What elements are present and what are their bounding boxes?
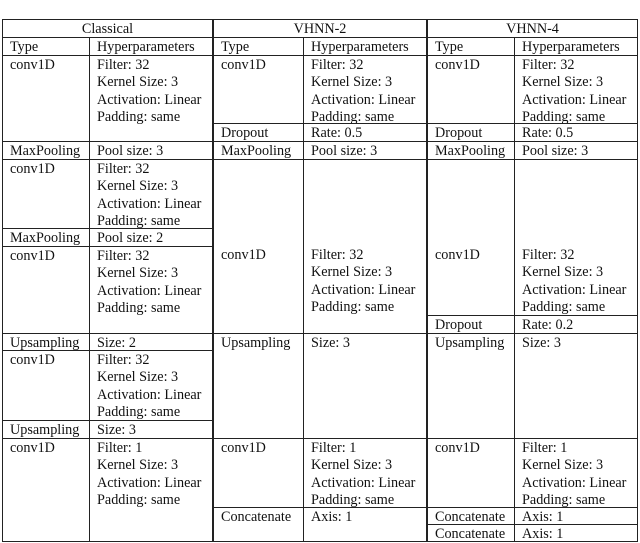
layer-type: MaxPooling <box>2 141 90 160</box>
layer-type: MaxPooling <box>427 141 515 160</box>
layer-params: Axis: 1 <box>514 507 638 525</box>
layer-type: Upsampling <box>213 333 304 439</box>
col-header-params: Hyperparameters <box>303 37 427 56</box>
layer-type: MaxPooling <box>2 228 90 247</box>
layer-params: Size: 2 <box>89 333 213 351</box>
layer-params: Filter: 32 Kernel Size: 3 Activation: Linear Padding: same <box>89 246 213 334</box>
layer-type: conv1D <box>213 55 304 124</box>
layer-params: Filter: 1 Kernel Size: 3 Activation: Linear Padding: same <box>89 438 213 542</box>
col-header-type: Type <box>213 37 304 56</box>
layer-type: Dropout <box>427 315 515 334</box>
layer-params: Filter: 32 Kernel Size: 3 Activation: Linear Padding: same <box>514 159 638 316</box>
layer-type: Concatenate <box>427 507 515 525</box>
layer-params: Pool size: 3 <box>514 141 638 160</box>
layer-type: conv1D <box>427 55 515 124</box>
layer-params: Size: 3 <box>303 333 427 439</box>
col-header-params: Hyperparameters <box>514 37 638 56</box>
layer-params: Rate: 0.5 <box>303 123 427 142</box>
layer-type: conv1D <box>2 438 90 542</box>
layer-params: Pool size: 3 <box>303 141 427 160</box>
col-header-type: Type <box>427 37 515 56</box>
layer-params: Filter: 32 Kernel Size: 3 Activation: Linear Padding: same <box>89 159 213 229</box>
layer-params: Filter: 1 Kernel Size: 3 Activation: Linear Padding: same <box>514 438 638 508</box>
layer-type: Concatenate <box>427 524 515 542</box>
layer-type: Upsampling <box>427 333 515 439</box>
col-header-type: Type <box>2 37 90 56</box>
layer-type: Upsampling <box>2 420 90 439</box>
layer-params: Axis: 1 <box>303 507 427 542</box>
layer-type: conv1D <box>213 438 304 508</box>
group-header-vhnn4: VHNN-4 <box>427 19 638 38</box>
layer-params: Filter: 32 Kernel Size: 3 Activation: Linear Padding: same <box>514 55 638 124</box>
layer-params: Size: 3 <box>89 420 213 439</box>
layer-type: conv1D <box>2 246 90 334</box>
layer-params: Rate: 0.5 <box>514 123 638 142</box>
layer-params: Axis: 1 <box>514 524 638 542</box>
layer-params: Filter: 32 Kernel Size: 3 Activation: Linear Padding: same <box>89 350 213 421</box>
layer-params: Filter: 32 Kernel Size: 3 Activation: Linear Padding: same <box>89 55 213 142</box>
layer-params: Size: 3 <box>514 333 638 439</box>
layer-params: Rate: 0.2 <box>514 315 638 334</box>
layer-type: conv1D <box>2 159 90 229</box>
layer-type: Dropout <box>213 123 304 142</box>
layer-type: conv1D <box>2 350 90 421</box>
group-header-classical: Classical <box>2 19 213 38</box>
group-header-vhnn2: VHNN-2 <box>213 19 427 38</box>
layer-params: Pool size: 2 <box>89 228 213 247</box>
layer-params: Pool size: 3 <box>89 141 213 160</box>
layer-type: conv1D <box>427 438 515 508</box>
col-header-params: Hyperparameters <box>89 37 213 56</box>
layer-type: conv1D <box>2 55 90 142</box>
layer-params: Filter: 1 Kernel Size: 3 Activation: Linear Padding: same <box>303 438 427 508</box>
layer-type: conv1D <box>427 159 515 316</box>
layer-type: conv1D <box>213 159 304 334</box>
layer-type: Concatenate <box>213 507 304 542</box>
layer-params: Filter: 32 Kernel Size: 3 Activation: Linear Padding: same <box>303 55 427 124</box>
layer-type: Upsampling <box>2 333 90 351</box>
layer-params: Filter: 32 Kernel Size: 3 Activation: Linear Padding: same <box>303 159 427 334</box>
layer-type: Dropout <box>427 123 515 142</box>
layer-type: MaxPooling <box>213 141 304 160</box>
